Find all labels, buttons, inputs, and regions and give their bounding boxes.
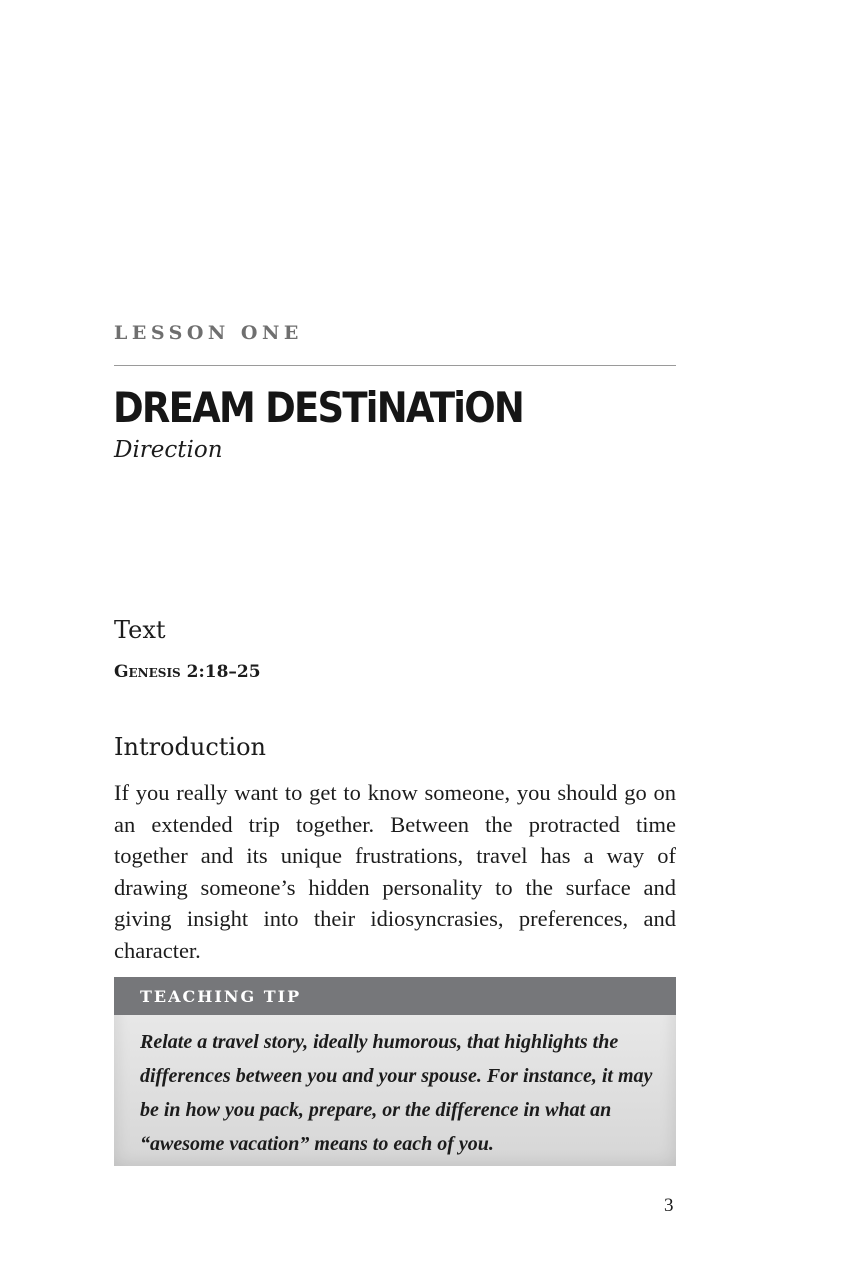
teaching-tip-header: TEACHING TIP <box>114 977 676 1015</box>
lesson-label: LESSON ONE <box>114 322 303 344</box>
introduction-heading: Introduction <box>114 733 266 761</box>
header-divider <box>114 365 676 366</box>
lesson-title: DREAM DESTiNATiON <box>113 383 524 432</box>
teaching-tip-box <box>114 977 676 1166</box>
lesson-subtitle: Direction <box>114 437 223 463</box>
introduction-paragraph: If you really want to get to know someone, you should go on an extended trip together. Between the protracted time together and its unique frustrations, travel has a way of drawing someone’s hidden personality to the surface and giving insight into their idiosyncrasies, preferences, and character. <box>114 780 676 963</box>
text-section-heading: Text <box>114 616 166 644</box>
teaching-tip-body: Relate a travel story, ideally humorous, that highlights the differences between you and your spouse. For instance, it may be in how you pack, prepare, or the difference in what an “awesome vacation” means to each of you. <box>140 1031 653 1155</box>
page-number: 3 <box>664 1195 674 1216</box>
scripture-reference: Genesis 2:18–25 <box>114 662 261 682</box>
